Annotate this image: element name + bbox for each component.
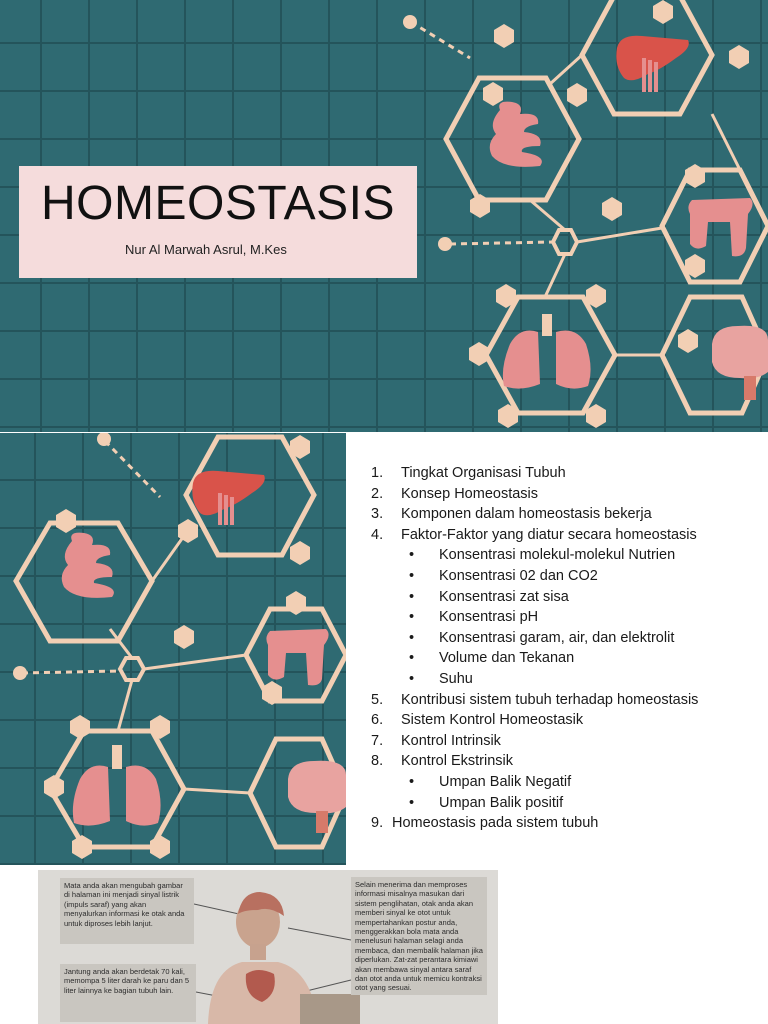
sub-list-item: • Umpan Balik Negatif bbox=[409, 773, 572, 790]
stomach-icon bbox=[62, 533, 114, 598]
figure-caption-eyes: Mata anda akan mengubah gambar di halaman ini menjadi sinyal listrik (impuls saraf) yang akan menyalurkan informasi ke otak anda untuk diproses lebih lanjut. bbox=[60, 878, 194, 944]
lungs-icon bbox=[503, 314, 591, 389]
sub-list-item: • Konsentrasi 02 dan CO2 bbox=[409, 567, 598, 584]
sub-list-item: • Volume dan Tekanan bbox=[409, 650, 575, 667]
organ-network-illustration-2 bbox=[0, 433, 346, 865]
presentation-title: HOMEOSTASIS bbox=[41, 177, 395, 230]
organ-network-svg bbox=[0, 433, 346, 865]
textbook-figure bbox=[38, 870, 498, 1024]
list-item: 4. Faktor-Faktor yang diatur secara homeostasis bbox=[371, 526, 697, 543]
list-item: 5. Kontribusi sistem tubuh terhadap homeostasis bbox=[371, 691, 699, 708]
list-item: 7. Kontrol Intrinsik bbox=[371, 732, 501, 749]
brain-icon bbox=[288, 761, 346, 833]
outline-list bbox=[371, 463, 766, 834]
intestine-icon bbox=[688, 198, 752, 256]
list-item: 2. Konsep Homeostasis bbox=[371, 485, 539, 502]
intestine-icon bbox=[266, 629, 328, 685]
title-box bbox=[19, 166, 417, 278]
outline-slide bbox=[0, 433, 768, 865]
sub-list-item: • Konsentrasi molekul-molekul Nutrien bbox=[409, 547, 676, 564]
sub-list-item: • Konsentrasi zat sisa bbox=[409, 588, 569, 605]
sub-list-item: • Suhu bbox=[409, 670, 473, 687]
liver-icon bbox=[616, 36, 688, 92]
lungs-icon bbox=[73, 745, 161, 826]
title-slide bbox=[0, 0, 768, 432]
list-item: 8. Kontrol Ekstrinsik bbox=[371, 753, 514, 770]
figure-caption-heart: Jantung anda akan berdetak 70 kali, memompa 5 liter darah ke paru dan 5 liter lainnya ke bagian tubuh lain. bbox=[60, 964, 196, 1022]
figure-caption-brain: Selain menerima dan memproses informasi misalnya masukan dari sistem penglihatan, otak anda akan memberi sinyal ke otot untuk mempertahankan postur anda, menggerakkan bola mata anda menelusuri halaman selagi anda membaca, dan membalik halaman jika diperlukan. Zat-zat perantara kimiawi akan membawa sinyal antara saraf dan otot anda untuk memicu kontraksi otot yang sesuai. bbox=[351, 877, 487, 995]
list-item: 3. Komponen dalam homeostasis bekerja bbox=[371, 506, 652, 523]
author-name: Nur Al Marwah Asrul, M.Kes bbox=[125, 242, 287, 257]
list-item: 6. Sistem Kontrol Homeostasik bbox=[371, 712, 584, 729]
brain-icon bbox=[712, 326, 768, 400]
list-item: 9. Homeostasis pada sistem tubuh bbox=[371, 815, 599, 832]
sub-list-item: • Umpan Balik positif bbox=[409, 794, 564, 811]
liver-icon bbox=[192, 471, 264, 525]
stomach-icon bbox=[490, 102, 542, 167]
list-item: 1. Tingkat Organisasi Tubuh bbox=[371, 465, 566, 481]
sub-list-item: • Konsentrasi garam, air, dan elektrolit bbox=[409, 629, 675, 646]
sub-list-item: • Konsentrasi pH bbox=[409, 609, 539, 626]
